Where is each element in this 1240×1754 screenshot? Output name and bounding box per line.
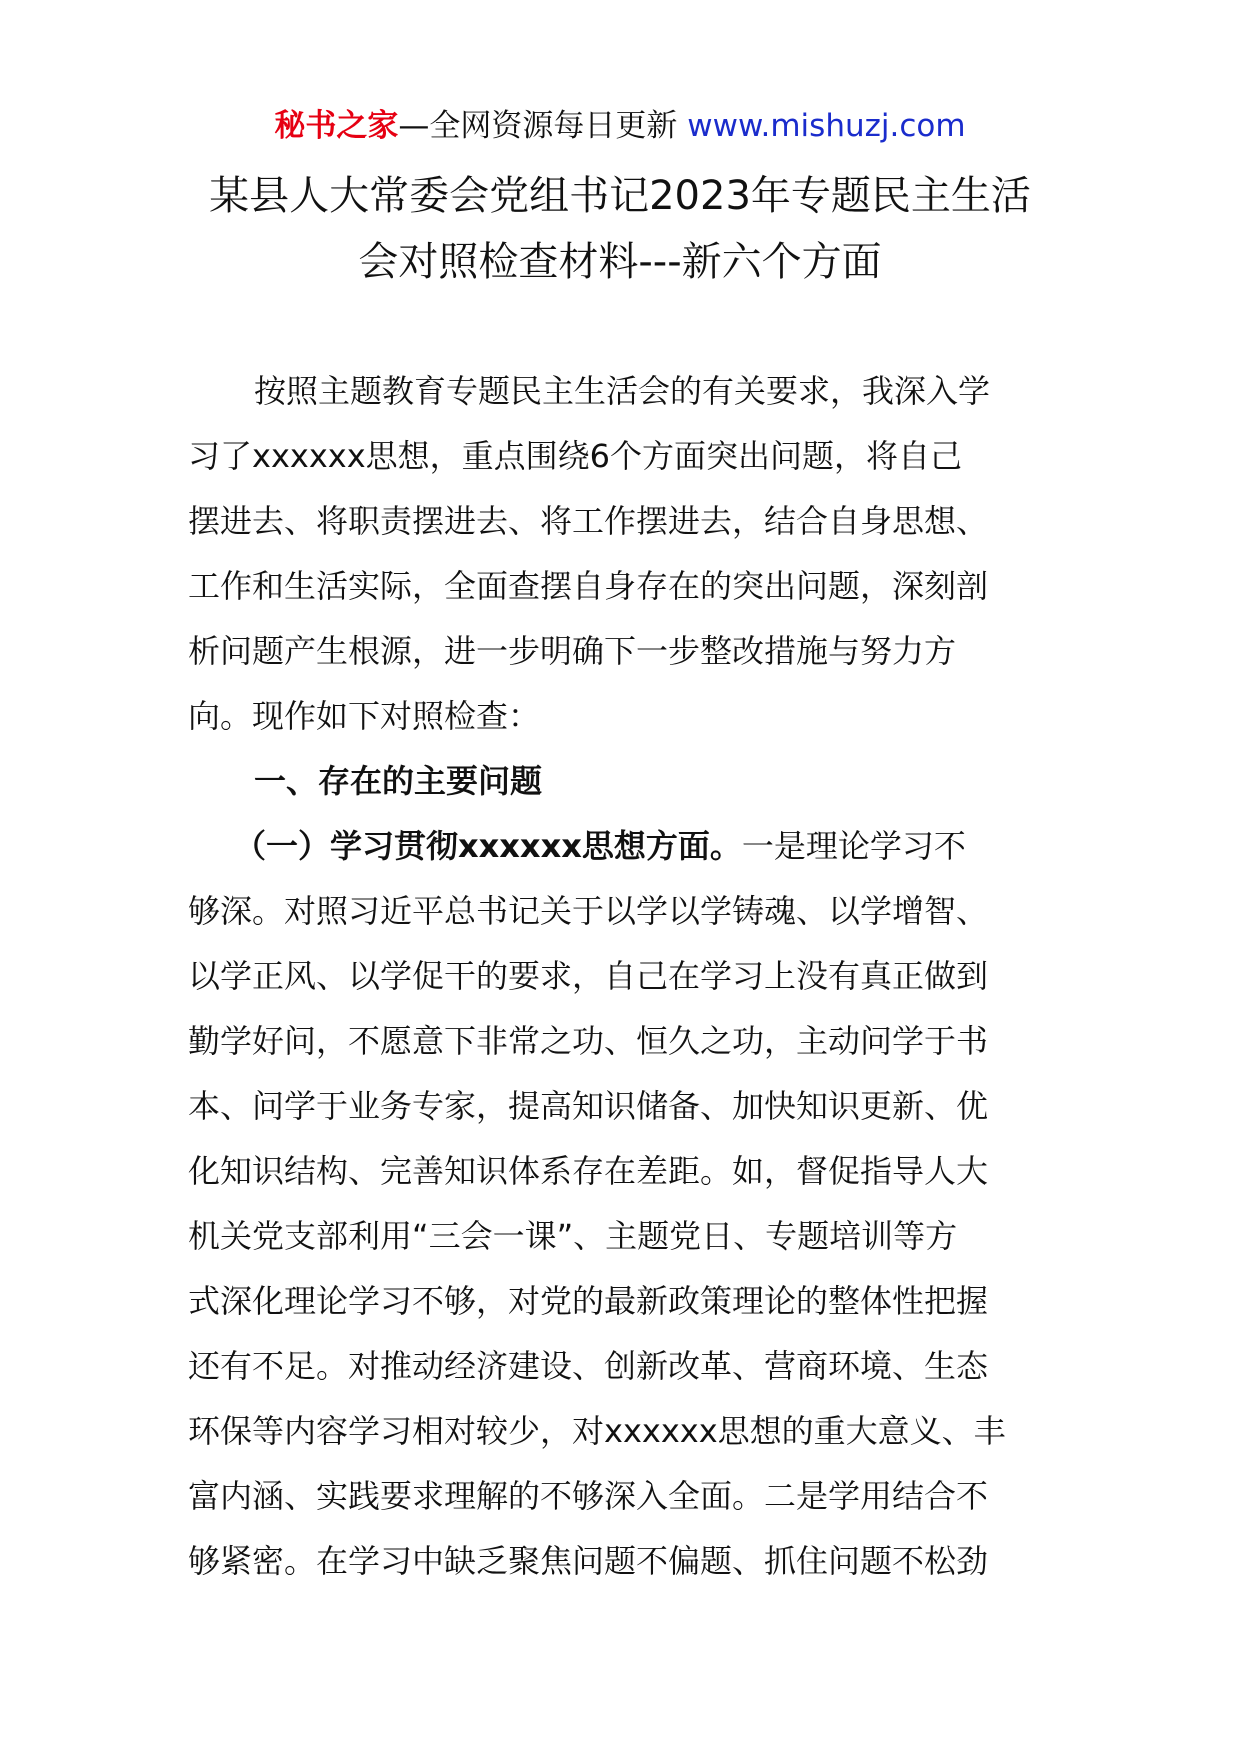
paragraph-line: 环保等内容学习相对较少，对xxxxxx思想的重大意义、丰 bbox=[188, 1412, 1006, 1450]
subsection-heading: （一）学习贯彻xxxxxx思想方面。 bbox=[234, 827, 742, 865]
intro-line: 按照主题教育专题民主生活会的有关要求，我深入学 bbox=[254, 372, 991, 410]
paragraph-line: 勤学好问，不愿意下非常之功、恒久之功，主动问学于书 bbox=[188, 1022, 989, 1060]
subsection-first-line bbox=[188, 814, 1068, 879]
intro-line: 向。现作如下对照检查： bbox=[188, 697, 541, 735]
paragraph-line: 本、问学于业务专家，提高知识储备、加快知识更新、优 bbox=[188, 1087, 989, 1125]
title-line-1: 某县人大常委会党组书记2023年专题民主生活 bbox=[209, 173, 1031, 219]
intro-line: 习了xxxxxx思想，重点围绕6个方面突出问题，将自己 bbox=[188, 437, 962, 475]
document-title bbox=[140, 163, 1100, 295]
section-heading: 一、存在的主要问题 bbox=[254, 762, 543, 800]
subsection-first-text: 一是理论学习不 bbox=[741, 827, 966, 865]
document-body bbox=[188, 359, 1068, 1594]
site-tagline: —全网资源每日更新 bbox=[398, 108, 678, 144]
intro-line: 工作和生活实际，全面查摆自身存在的突出问题，深刻剖 bbox=[188, 567, 989, 605]
title-line-2: 会对照检查材料---新六个方面 bbox=[358, 239, 882, 285]
paragraph-line: 以学正风、以学促干的要求，自己在学习上没有真正做到 bbox=[188, 957, 989, 995]
site-brand: 秘书之家 bbox=[274, 108, 399, 144]
paragraph-line: 式深化理论学习不够，对党的最新政策理论的整体性把握 bbox=[188, 1282, 989, 1320]
paragraph-line: 机关党支部利用“三会一课”、主题党日、专题培训等方 bbox=[188, 1217, 958, 1255]
site-header bbox=[0, 104, 1240, 148]
paragraph-line: 够紧密。在学习中缺乏聚焦问题不偏题、抓住问题不松劲 bbox=[188, 1542, 989, 1580]
paragraph-line: 够深。对照习近平总书记关于以学以学铸魂、以学增智、 bbox=[188, 892, 989, 930]
paragraph-line: 还有不足。对推动经济建设、创新改革、营商环境、生态 bbox=[188, 1347, 989, 1385]
intro-line: 析问题产生根源，进一步明确下一步整改措施与努力方 bbox=[188, 632, 957, 670]
paragraph-line: 富内涵、实践要求理解的不够深入全面。二是学用结合不 bbox=[188, 1477, 989, 1515]
paragraph-line: 化知识结构、完善知识体系存在差距。如，督促指导人大 bbox=[188, 1152, 989, 1190]
intro-line: 摆进去、将职责摆进去、将工作摆进去，结合自身思想、 bbox=[188, 502, 989, 540]
site-url-link[interactable]: www.mishuzj.com bbox=[687, 108, 966, 144]
